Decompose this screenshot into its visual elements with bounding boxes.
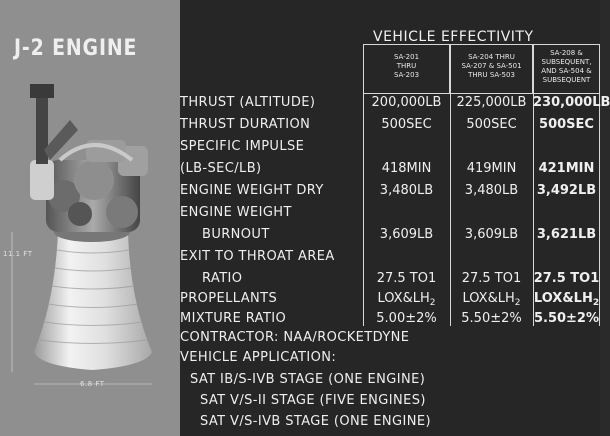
cell-thrust-altitude-1: 200,000LB <box>371 95 442 110</box>
row-label-engine-weight: ENGINE WEIGHT <box>180 205 292 220</box>
row-label-ratio: RATIO <box>202 271 243 286</box>
propellant-main: LOX&LH <box>462 291 515 306</box>
propellant-subscript: 2 <box>429 298 436 308</box>
column-header-line: SUBSEQUENT <box>542 76 591 84</box>
height-dimension: 11.1 FT <box>3 250 33 258</box>
column-header-line: SA-208 & <box>550 49 583 57</box>
propellant-main: LOX&LH <box>377 291 430 306</box>
specifications-table <box>180 0 610 436</box>
cell-thrust-duration-3: 500SEC <box>539 117 594 132</box>
cell-specific-impulse-3: 421MIN <box>538 161 595 176</box>
row-label-mixture-ratio: MIXTURE RATIO <box>180 311 287 326</box>
cell-specific-impulse-1: 418MIN <box>381 161 432 176</box>
cell-ratio-2: 27.5 TO1 <box>461 271 522 286</box>
column-header-line: SA-207 & SA-501 <box>461 62 522 70</box>
vehicle-effectivity-heading: VEHICLE EFFECTIVITY <box>373 29 534 45</box>
cell-weight-dry-2: 3,480LB <box>464 183 519 198</box>
column-header-line: SUBSEQUENT, <box>541 58 592 66</box>
application-item: SAT V/S-IVB STAGE (ONE ENGINE) <box>200 414 431 429</box>
column-header-line: THRU <box>396 62 417 70</box>
cell-thrust-altitude-2: 225,000LB <box>456 95 527 110</box>
cell-burnout-3: 3,621LB <box>536 227 597 242</box>
cell-propellants-2 <box>450 291 533 308</box>
column-header-line: SA-204 THRU <box>468 53 515 61</box>
row-label-burnout: BURNOUT <box>202 227 270 242</box>
column-header-sa201 <box>363 44 450 94</box>
column-header-line: THRU SA-503 <box>468 71 515 79</box>
column-header-line: AND SA-504 & <box>541 67 592 75</box>
cell-mixture-ratio-1: 5.00±2% <box>376 311 437 326</box>
column-header-sa208 <box>533 44 600 94</box>
cell-burnout-1: 3,609LB <box>379 227 434 242</box>
propellant-subscript: 2 <box>514 298 521 308</box>
cell-propellants-3 <box>533 291 600 308</box>
cell-thrust-altitude-3: 230,000LB <box>533 95 610 110</box>
cell-thrust-duration-1: 500SEC <box>381 117 432 132</box>
vehicle-application-heading: VEHICLE APPLICATION: <box>180 350 337 365</box>
row-label-lb-sec-lb: (LB-SEC/LB) <box>180 161 262 176</box>
width-dimension: 6.8 FT <box>80 380 105 388</box>
cell-mixture-ratio-2: 5.50±2% <box>461 311 522 326</box>
engine-title: J-2 ENGINE <box>14 36 138 61</box>
row-label-thrust-altitude: THRUST (ALTITUDE) <box>180 95 316 110</box>
cell-burnout-2: 3,609LB <box>464 227 519 242</box>
cell-ratio-1: 27.5 TO1 <box>376 271 437 286</box>
row-label-specific-impulse: SPECIFIC IMPULSE <box>180 139 305 154</box>
application-item: SAT IB/S-IVB STAGE (ONE ENGINE) <box>190 372 426 387</box>
cell-specific-impulse-2: 419MIN <box>466 161 517 176</box>
cell-mixture-ratio-3: 5.50±2% <box>533 311 600 326</box>
cell-weight-dry-1: 3,480LB <box>379 183 434 198</box>
cell-ratio-3: 27.5 TO1 <box>533 271 600 286</box>
engine-photo-panel <box>0 0 180 436</box>
row-label-thrust-duration: THRUST DURATION <box>180 117 311 132</box>
propellant-main: LOX&LH <box>533 291 593 306</box>
column-header-sa204 <box>450 44 533 94</box>
row-label-propellants: PROPELLANTS <box>180 291 278 306</box>
row-label-exit-to-throat: EXIT TO THROAT AREA <box>180 249 335 264</box>
application-item: SAT V/S-II STAGE (FIVE ENGINES) <box>200 393 426 408</box>
propellant-subscript: 2 <box>592 298 600 308</box>
column-header-line: SA-203 <box>393 71 420 79</box>
row-label-engine-weight-dry: ENGINE WEIGHT DRY <box>180 183 324 198</box>
column-header-line: SA-201 <box>393 53 420 61</box>
cell-propellants-1 <box>363 291 450 308</box>
cell-thrust-duration-2: 500SEC <box>466 117 517 132</box>
contractor: CONTRACTOR: NAA/ROCKETDYNE <box>180 330 410 345</box>
cell-weight-dry-3: 3,492LB <box>536 183 597 198</box>
j2-engine-photo <box>0 0 180 436</box>
